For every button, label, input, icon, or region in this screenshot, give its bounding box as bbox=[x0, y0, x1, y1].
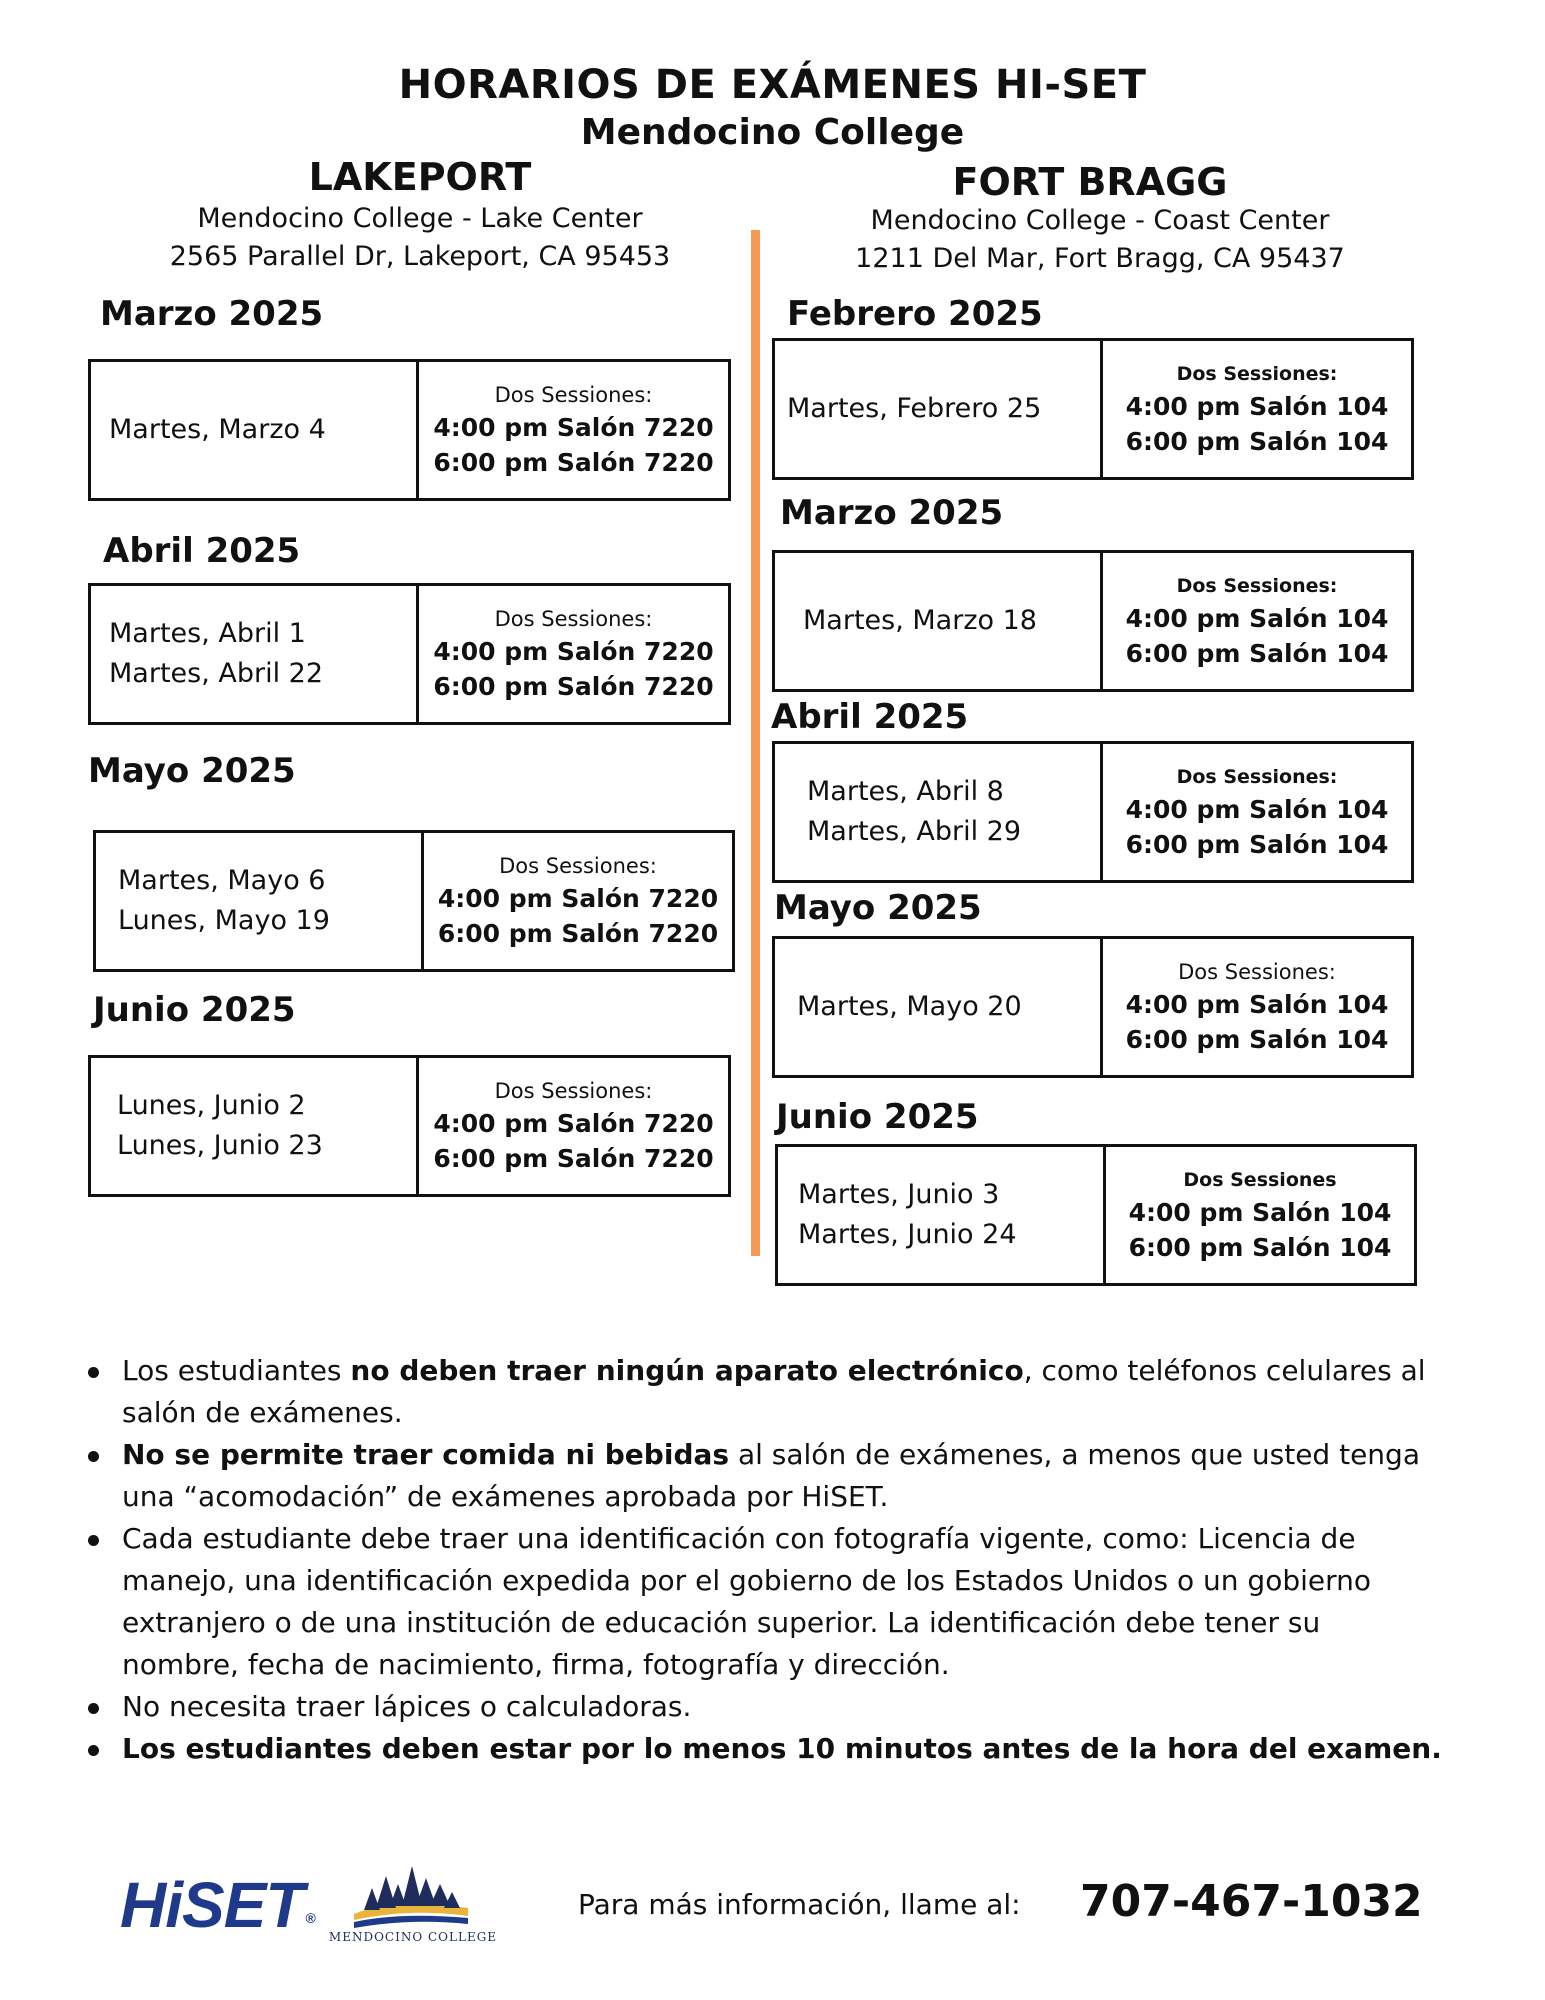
schedule-sessions bbox=[1106, 1147, 1414, 1283]
rule-item bbox=[86, 1686, 1446, 1728]
hiset-logo-text: HiSET bbox=[120, 1869, 304, 1941]
info-text: Para más información, llame al: bbox=[578, 1888, 1021, 1921]
schedule-dates bbox=[775, 341, 1103, 477]
lakeport-address-line2: 2565 Parallel Dr, Lakeport, CA 95453 bbox=[169, 241, 671, 272]
schedule-sessions bbox=[1103, 553, 1411, 689]
page-subtitle: Mendocino College bbox=[580, 112, 965, 153]
schedule-dates bbox=[775, 553, 1103, 689]
session-time: 6:00 pm Salón 104 bbox=[1125, 1025, 1389, 1054]
session-time: 6:00 pm Salón 104 bbox=[1125, 830, 1389, 859]
session-label: Dos Sessiones bbox=[1183, 1169, 1337, 1191]
schedule-date: Martes, Abril 29 bbox=[807, 816, 1022, 847]
session-label: Dos Sessiones: bbox=[1176, 766, 1338, 788]
schedule-date: Martes, Abril 1 bbox=[109, 618, 306, 649]
session-label: Dos Sessiones: bbox=[494, 1079, 653, 1103]
schedule-date: Martes, Marzo 18 bbox=[803, 605, 1037, 636]
month-heading: Marzo 2025 bbox=[100, 294, 324, 334]
schedule-dates bbox=[91, 362, 419, 498]
rules-list bbox=[86, 1350, 1446, 1770]
schedule-date: Martes, Mayo 6 bbox=[118, 865, 326, 896]
lakeport-address-line1: Mendocino College - Lake Center bbox=[197, 203, 643, 234]
session-time: 4:00 pm Salón 104 bbox=[1125, 392, 1389, 421]
schedule-date: Lunes, Mayo 19 bbox=[118, 905, 330, 936]
rule-item bbox=[86, 1728, 1446, 1770]
fortbragg-address-line2: 1211 Del Mar, Fort Bragg, CA 95437 bbox=[855, 243, 1345, 274]
rule-item bbox=[86, 1434, 1446, 1518]
session-time: 4:00 pm Salón 104 bbox=[1128, 1198, 1392, 1227]
month-heading: Febrero 2025 bbox=[787, 294, 1043, 334]
schedule-date: Martes, Abril 22 bbox=[109, 658, 324, 689]
rule-text-bold: No se permite traer comida ni bebidas bbox=[122, 1438, 730, 1471]
rule-text: Los estudiantes bbox=[122, 1354, 351, 1387]
schedule-sessions bbox=[419, 586, 728, 722]
session-label: Dos Sessiones: bbox=[494, 383, 653, 407]
schedule-box bbox=[88, 583, 731, 725]
schedule-dates bbox=[91, 586, 419, 722]
month-heading: Mayo 2025 bbox=[88, 751, 296, 791]
phone-number: 707-467-1032 bbox=[1080, 1876, 1423, 1927]
lakeport-heading: LAKEPORT bbox=[308, 155, 532, 199]
rule-text-bold: Los estudiantes deben estar por lo menos 10 minutos antes de la hora del examen. bbox=[122, 1732, 1442, 1765]
schedule-date: Martes, Junio 24 bbox=[798, 1219, 1017, 1250]
hiset-logo bbox=[120, 1868, 315, 1942]
schedule-dates bbox=[775, 939, 1103, 1075]
session-time: 4:00 pm Salón 7220 bbox=[437, 884, 719, 913]
rule-text: Cada estudiante debe traer una identificación con fotografía vigente, como: Licencia de manejo, una identificación expedida por el gobierno de los Estados Unidos o un gobierno extranjero o de una institución de educación superior. La identificación debe tener su nombre, fecha de nacimiento, firma, fotografía y dirección. bbox=[122, 1522, 1372, 1681]
schedule-box bbox=[88, 1055, 731, 1197]
session-time: 6:00 pm Salón 7220 bbox=[433, 1144, 714, 1173]
registered-mark: ® bbox=[305, 1910, 315, 1926]
rule-text: al salón de exámenes, a menos que usted tenga una “acomodación” de exámenes aprobada por HiSET. bbox=[122, 1438, 1420, 1513]
session-time: 4:00 pm Salón 7220 bbox=[433, 1109, 714, 1138]
session-time: 6:00 pm Salón 104 bbox=[1128, 1233, 1392, 1262]
month-heading: Marzo 2025 bbox=[780, 493, 1004, 533]
session-time: 4:00 pm Salón 7220 bbox=[433, 413, 714, 442]
schedule-date: Martes, Junio 3 bbox=[798, 1179, 1000, 1210]
session-time: 6:00 pm Salón 7220 bbox=[433, 672, 714, 701]
session-time: 6:00 pm Salón 7220 bbox=[437, 919, 719, 948]
column-divider bbox=[751, 230, 760, 1256]
schedule-box bbox=[772, 338, 1414, 480]
month-heading: Abril 2025 bbox=[771, 697, 969, 737]
schedule-dates bbox=[778, 1147, 1106, 1283]
schedule-box bbox=[772, 550, 1414, 692]
rule-text: No necesita traer lápices o calculadoras. bbox=[122, 1690, 692, 1723]
schedule-date: Lunes, Junio 2 bbox=[117, 1090, 306, 1121]
session-time: 6:00 pm Salón 104 bbox=[1125, 427, 1389, 456]
schedule-dates bbox=[96, 833, 424, 969]
month-heading: Junio 2025 bbox=[776, 1097, 979, 1137]
schedule-box bbox=[93, 830, 735, 972]
session-label: Dos Sessiones: bbox=[1176, 363, 1338, 385]
mendocino-college-logo-text: MENDOCINO COLLEGE bbox=[328, 1930, 498, 1944]
session-label: Dos Sessiones: bbox=[499, 854, 657, 878]
session-time: 6:00 pm Salón 7220 bbox=[433, 448, 714, 477]
schedule-box bbox=[88, 359, 731, 501]
rule-item bbox=[86, 1350, 1446, 1434]
schedule-sessions bbox=[424, 833, 732, 969]
schedule-sessions bbox=[1103, 341, 1411, 477]
rule-text-bold: no deben traer ningún aparato electrónico bbox=[350, 1354, 1024, 1387]
mendocino-college-logo-icon bbox=[350, 1858, 472, 1932]
schedule-dates bbox=[91, 1058, 419, 1194]
session-time: 4:00 pm Salón 104 bbox=[1125, 990, 1389, 1019]
schedule-sessions bbox=[419, 362, 728, 498]
session-time: 4:00 pm Salón 104 bbox=[1125, 795, 1389, 824]
schedule-date: Martes, Marzo 4 bbox=[109, 414, 326, 445]
rule-item bbox=[86, 1518, 1446, 1686]
session-time: 4:00 pm Salón 104 bbox=[1125, 604, 1389, 633]
schedule-box bbox=[772, 741, 1414, 883]
schedule-sessions bbox=[1103, 744, 1411, 880]
schedule-date: Martes, Mayo 20 bbox=[797, 991, 1022, 1022]
session-time: 6:00 pm Salón 104 bbox=[1125, 639, 1389, 668]
fortbragg-address-line1: Mendocino College - Coast Center bbox=[870, 205, 1330, 236]
schedule-dates bbox=[775, 744, 1103, 880]
schedule-date: Martes, Febrero 25 bbox=[787, 393, 1042, 424]
schedule-box bbox=[772, 936, 1414, 1078]
session-time: 4:00 pm Salón 7220 bbox=[433, 637, 714, 666]
schedule-box bbox=[775, 1144, 1417, 1286]
session-label: Dos Sessiones: bbox=[494, 607, 653, 631]
schedule-date: Lunes, Junio 23 bbox=[117, 1130, 323, 1161]
schedule-sessions bbox=[419, 1058, 728, 1194]
session-label: Dos Sessiones: bbox=[1176, 575, 1338, 597]
month-heading: Mayo 2025 bbox=[774, 888, 982, 928]
schedule-sessions bbox=[1103, 939, 1411, 1075]
schedule-date: Martes, Abril 8 bbox=[807, 776, 1004, 807]
fortbragg-heading: FORT BRAGG bbox=[952, 160, 1228, 204]
page-title: HORARIOS DE EXÁMENES HI-SET bbox=[398, 62, 1147, 108]
session-label: Dos Sessiones: bbox=[1178, 960, 1336, 984]
month-heading: Abril 2025 bbox=[103, 531, 301, 571]
month-heading: Junio 2025 bbox=[93, 990, 296, 1030]
rule-text: , como teléfonos celulares al salón de exámenes. bbox=[122, 1354, 1426, 1429]
